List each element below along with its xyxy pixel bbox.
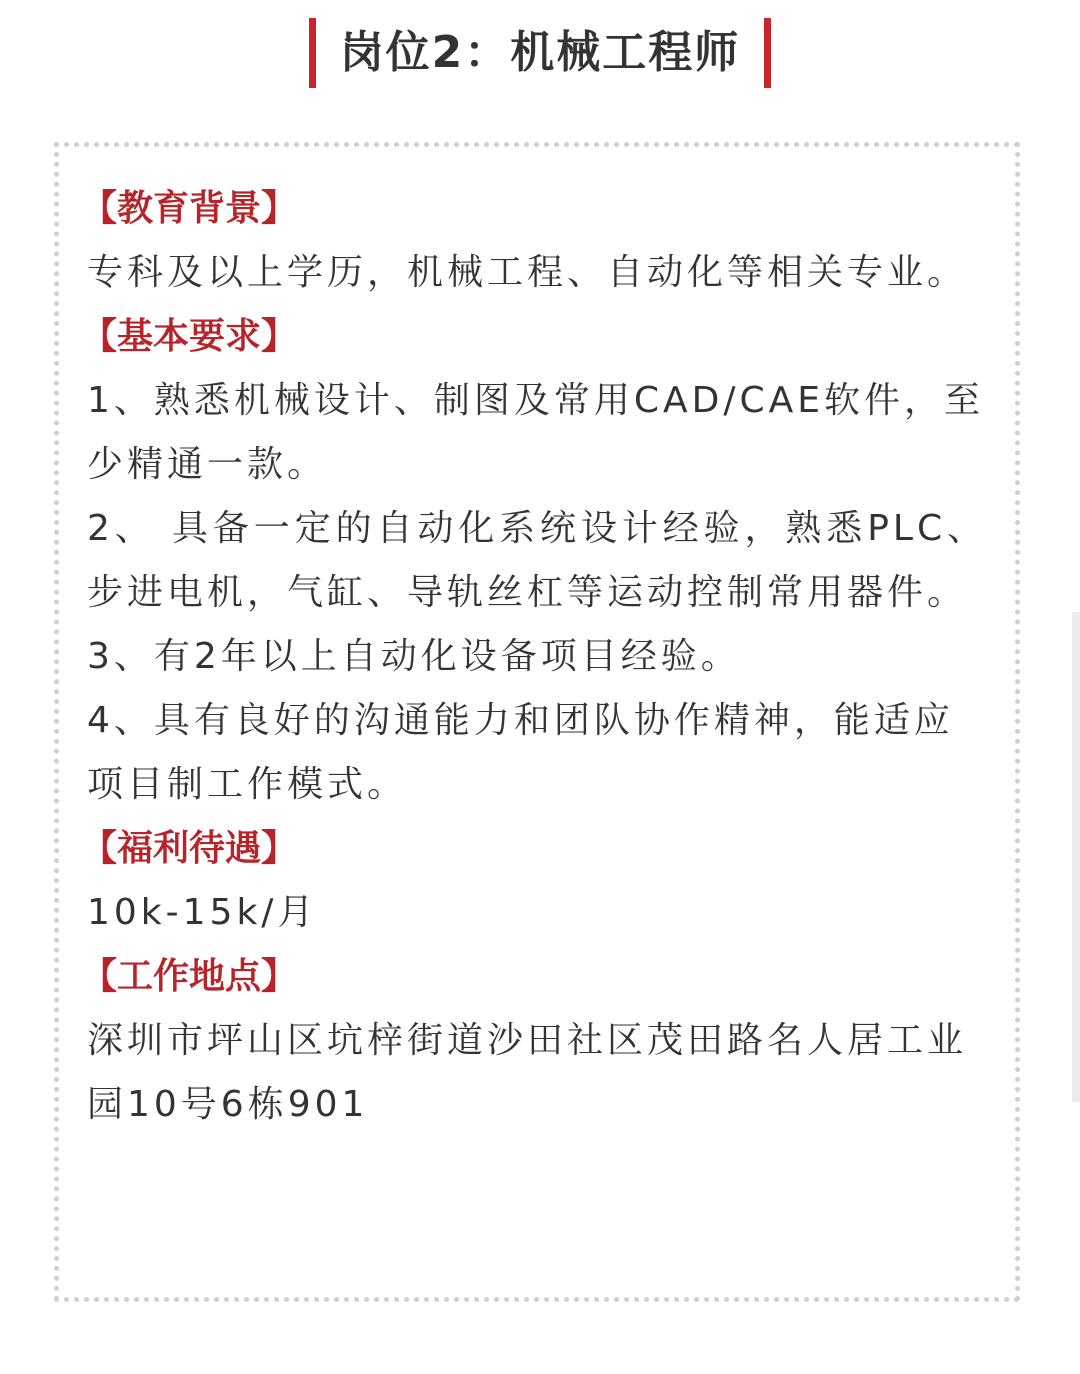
education-text: 专科及以上学历，机械工程、自动化等相关专业。 [87,252,968,293]
section-requirements [81,305,987,817]
section-education [81,177,987,305]
requirement-item-1: 1、熟悉机械设计、制图及常用CAD/CAE软件，至少精通一款。 [87,380,985,485]
requirement-item-3: 3、有2年以上自动化设备项目经验。 [87,636,741,677]
section-heading-education: 【教育背景】 [81,188,298,229]
job-details-card [54,142,1020,1302]
section-location [81,945,987,1137]
title-right-bar [764,18,771,88]
section-heading-benefits: 【福利待遇】 [81,828,298,869]
title-wrapper [0,18,1080,88]
section-heading-requirements: 【基本要求】 [81,316,298,357]
page-title: 岗位2：机械工程师 [339,27,741,78]
title-left-bar [309,18,316,88]
requirement-item-2: 2、 具备一定的自动化系统设计经验，熟悉PLC、步进电机，气缸、导轨丝杠等运动控制常用器件。 [87,508,987,613]
location-text: 深圳市坪山区坑梓街道沙田社区茂田路名人居工业园10号6栋901 [87,1020,968,1125]
section-heading-location: 【工作地点】 [81,956,298,997]
title-box [309,18,772,88]
requirement-item-4: 4、具有良好的沟通能力和团队协作精神，能适应项目制工作模式。 [87,700,954,805]
scrollbar[interactable] [1072,612,1080,1102]
section-benefits [81,817,987,945]
salary-text: 10k-15k/月 [87,892,318,933]
